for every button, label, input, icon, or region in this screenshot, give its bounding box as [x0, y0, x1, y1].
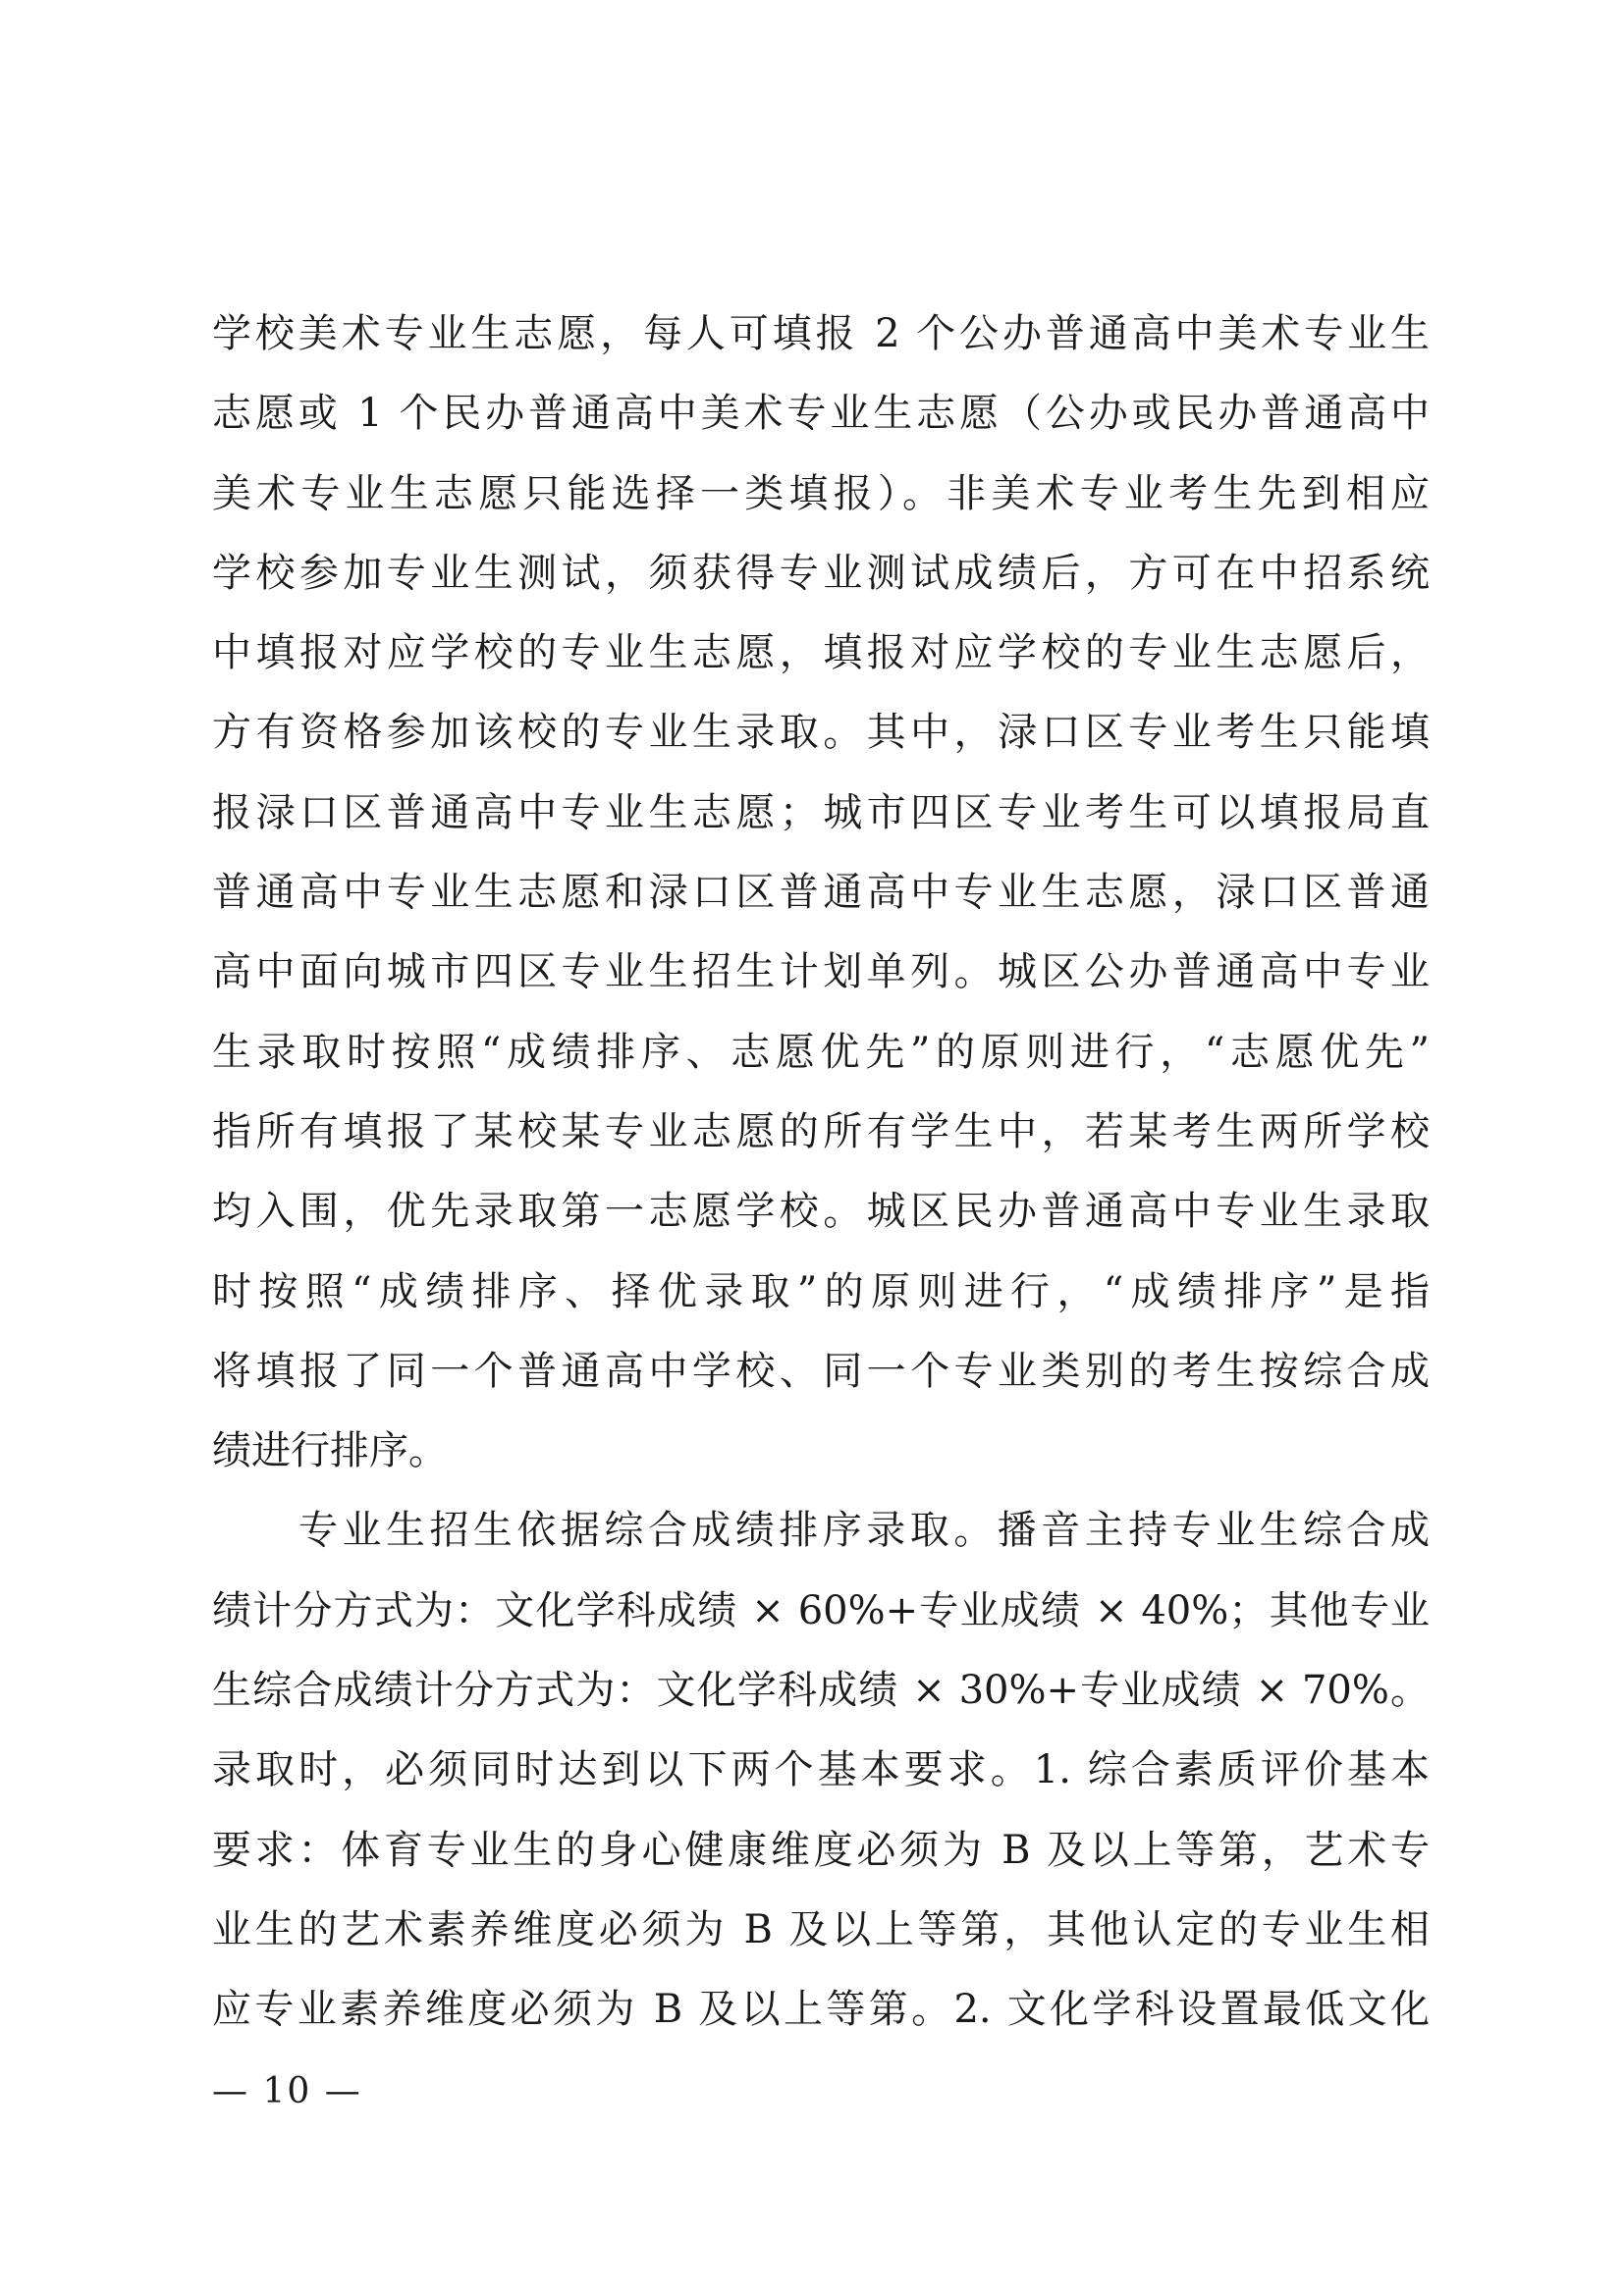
paragraph-line: 应专业素养维度必须为 B 及以上等第。2. 文化学科设置最低文化 — [212, 1987, 1430, 2033]
paragraph-2 — [212, 1491, 1430, 2050]
paragraph-line: 报渌口区普通高中专业生志愿；城市四区专业考生可以填报局直 — [212, 789, 1430, 835]
paragraph-line: 将填报了同一个普通高中学校、同一个专业类别的考生按综合成 — [212, 1348, 1430, 1394]
paragraph-line: 志愿或 1 个民办普通高中美术专业生志愿（公办或民办普通高中 — [212, 391, 1430, 437]
paragraph-line: 要求：体育专业生的身心健康维度必须为 B 及以上等第，艺术专 — [212, 1827, 1430, 1873]
paragraph-line: 美术专业生志愿只能选择一类填报）。非美术专业考生先到相应 — [212, 470, 1430, 516]
paragraph-1 — [212, 294, 1430, 1491]
paragraph-line: 生综合成绩计分方式为：文化学科成绩 × 30%+专业成绩 × 70%。 — [212, 1668, 1430, 1714]
paragraph-line: 普通高中专业生志愿和渌口区普通高中专业生志愿，渌口区普通 — [212, 870, 1430, 916]
paragraph-line: 学校参加专业生测试，须获得专业测试成绩后，方可在中招系统 — [212, 550, 1430, 596]
paragraph-line: 方有资格参加该校的专业生录取。其中，渌口区专业考生只能填 — [212, 710, 1430, 756]
paragraph-line: 绩计分方式为：文化学科成绩 × 60%+专业成绩 × 40%；其他专业 — [212, 1587, 1430, 1633]
paragraph-line: 绩进行排序。 — [212, 1428, 448, 1474]
paragraph-line: 业生的艺术素养维度必须为 B 及以上等第，其他认定的专业生相 — [212, 1906, 1430, 1952]
paragraph-line: 高中面向城市四区专业生招生计划单列。城区公办普通高中专业 — [212, 949, 1430, 995]
paragraph-line: 指所有填报了某校某专业志愿的所有学生中，若某考生两所学校 — [212, 1108, 1430, 1154]
paragraph-line: 学校美术专业生志愿，每人可填报 2 个公办普通高中美术专业生 — [212, 311, 1430, 356]
paragraph-line: 中填报对应学校的专业生志愿，填报对应学校的专业生志愿后， — [212, 630, 1430, 676]
page-number: — 10 — — [212, 2071, 362, 2111]
document-body — [212, 294, 1430, 2051]
paragraph-line: 时按照“成绩排序、择优录取”的原则进行，“成绩排序”是指 — [212, 1268, 1430, 1314]
paragraph-line: 专业生招生依据综合成绩排序录取。播音主持专业生综合成 — [298, 1508, 1430, 1554]
paragraph-line: 生录取时按照“成绩排序、志愿优先”的原则进行，“志愿优先” — [212, 1029, 1430, 1075]
paragraph-line: 录取时，必须同时达到以下两个基本要求。1. 综合素质评价基本 — [212, 1747, 1430, 1793]
paragraph-line: 均入围，优先录取第一志愿学校。城区民办普通高中专业生录取 — [212, 1189, 1430, 1235]
